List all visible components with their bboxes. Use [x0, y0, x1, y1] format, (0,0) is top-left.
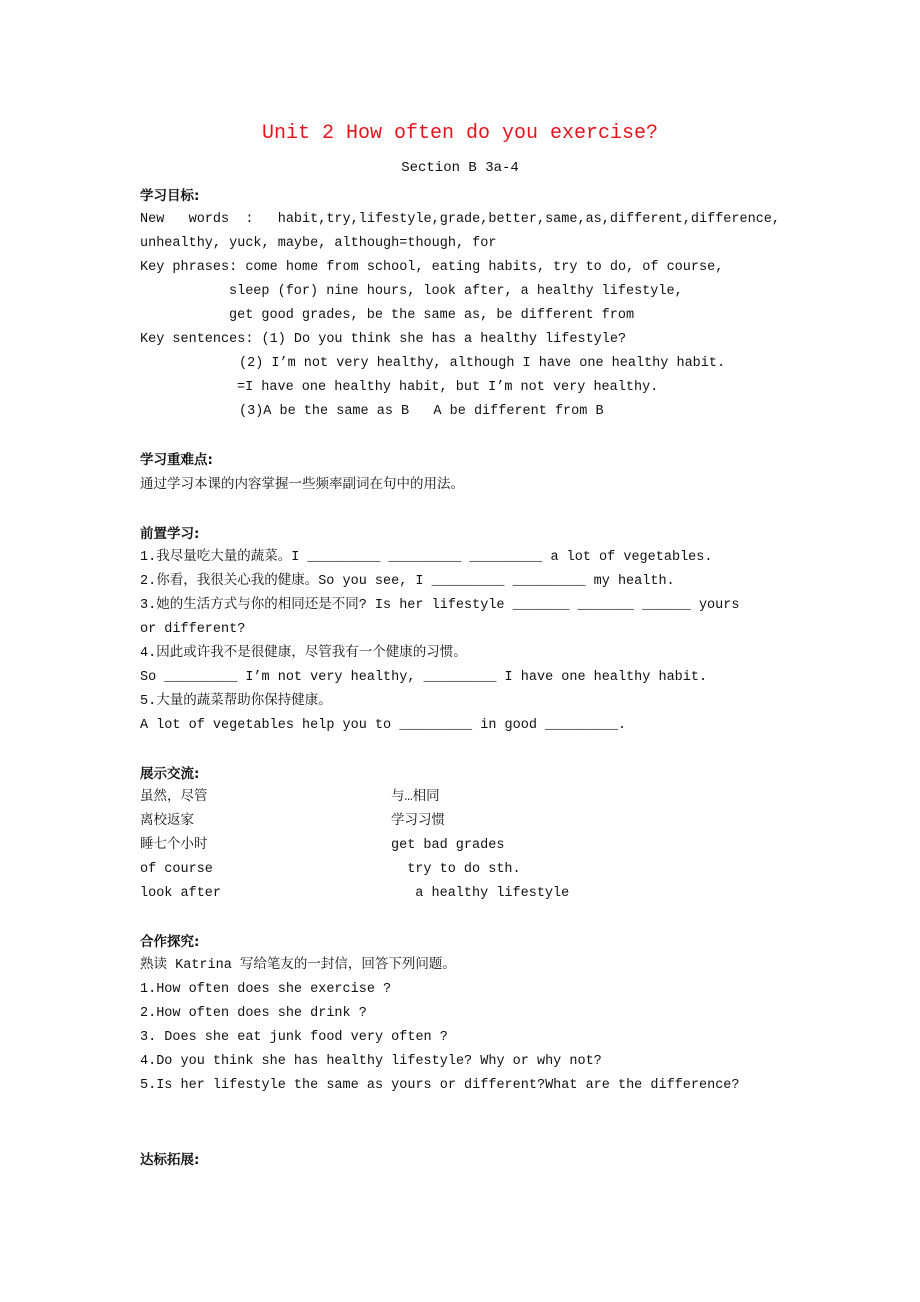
key-phrases-line: sleep (for) nine hours, look after, a healthy lifestyle, — [229, 284, 683, 299]
display-row — [140, 810, 800, 834]
display-right: try to do sth. — [391, 862, 521, 877]
display-left: look after — [140, 886, 222, 901]
display-row — [140, 858, 800, 882]
question: 4.Do you think she has healthy lifestyle? Why or why not? — [140, 1054, 602, 1069]
key-sentences-line: Key sentences: (1) Do you think she has a healthy lifestyle? — [140, 332, 627, 347]
question: 1.How often does she exercise ? — [140, 982, 392, 997]
display-left: of course — [140, 862, 213, 877]
display-right: a healthy lifestyle — [391, 886, 570, 901]
display-heading: 展示交流: — [140, 766, 200, 782]
key-points-text: 通过学习本课的内容掌握一些频率副词在句中的用法。 — [140, 478, 464, 493]
preview-heading: 前置学习: — [140, 526, 200, 542]
question: 3. Does she eat junk food very often ? — [140, 1030, 448, 1045]
display-left: 离校返家 — [140, 814, 194, 829]
preview-line: or different? — [140, 622, 246, 637]
preview-line: 1.我尽量吃大量的蔬菜。I _________ _________ _________ a lot of vegetables. — [140, 550, 713, 565]
display-right: 与…相同 — [391, 790, 440, 805]
preview-line: 5.大量的蔬菜帮助你保持健康。 — [140, 694, 332, 709]
objectives-heading: 学习目标: — [140, 188, 200, 204]
key-phrases-line: get good grades, be the same as, be different from — [229, 308, 635, 323]
display-row — [140, 882, 800, 906]
key-sentences-line: (2) I’m not very healthy, although I have one healthy habit. — [239, 356, 726, 371]
explore-heading: 合作探究: — [140, 934, 200, 950]
display-left: 虽然，尽管 — [140, 790, 208, 805]
key-phrases-line: Key phrases: come home from school, eating habits, try to do, of course, — [140, 260, 724, 275]
display-row — [140, 786, 800, 810]
preview-line: A lot of vegetables help you to _________ in good _________. — [140, 718, 627, 733]
new-words-line: unhealthy, yuck, maybe, although=though, for — [140, 236, 497, 251]
document-body — [140, 184, 800, 1172]
display-right: get bad grades — [391, 838, 505, 853]
key-points-heading: 学习重难点: — [140, 452, 213, 468]
display-left: 睡七个小时 — [140, 838, 208, 853]
question: 2.How often does she drink ? — [140, 1006, 367, 1021]
preview-line: So _________ I’m not very healthy, _________ I have one healthy habit. — [140, 670, 708, 685]
preview-line: 4.因此或许我不是很健康，尽管我有一个健康的习惯。 — [140, 646, 467, 661]
section-subtitle: Section B 3a-4 — [401, 160, 519, 176]
preview-line: 3.她的生活方式与你的相同还是不同? Is her lifestyle _______ _______ ______ yours — [140, 598, 740, 613]
explore-intro: 熟读 Katrina 写给笔友的一封信，回答下列问题。 — [140, 958, 456, 973]
preview-line: 2.你看，我很关心我的健康。So you see, I _________ _________ my health. — [140, 574, 675, 589]
key-sentences-line: =I have one healthy habit, but I’m not very healthy. — [237, 380, 659, 395]
display-row — [140, 834, 800, 858]
display-right: 学习习惯 — [391, 814, 445, 829]
question: 5.Is her lifestyle the same as yours or different?What are the difference? — [140, 1078, 740, 1093]
key-sentences-line: (3)A be the same as B A be different from B — [239, 404, 604, 419]
new-words-line: New words : habit,try,lifestyle,grade,better,same,as,different,difference, — [140, 212, 781, 227]
document-title: Unit 2 How often do you exercise? — [261, 122, 659, 145]
extension-heading: 达标拓展: — [140, 1152, 200, 1168]
